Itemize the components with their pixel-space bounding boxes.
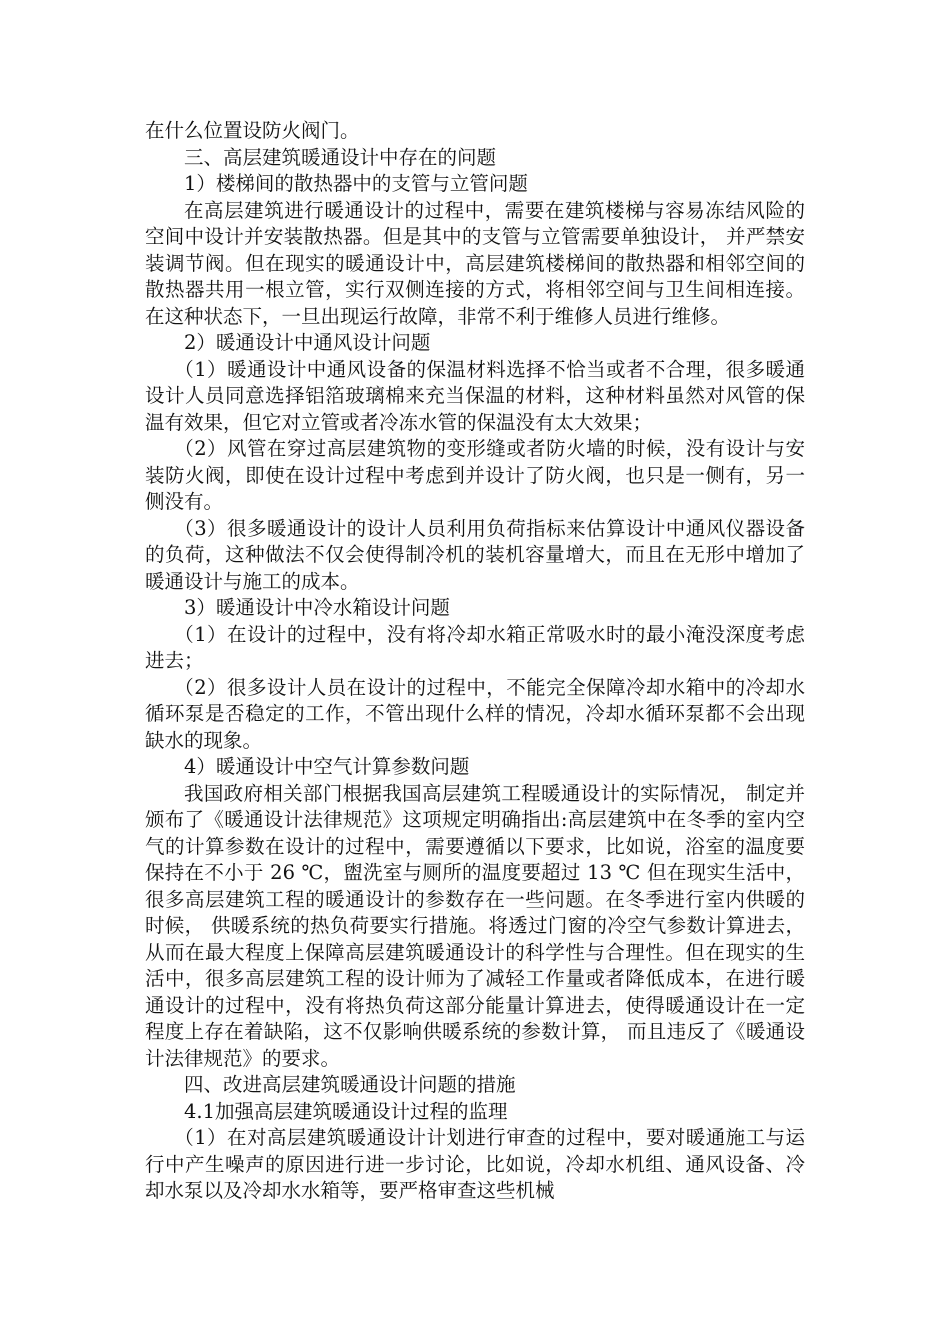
list-item: （1）在对高层建筑暖通设计计划进行审查的过程中，要对暖通施工与运行中产生噪声的原因进行进一步讨论，比如说，冷却水机组、通风设备、冷却水泵以及冷却水水箱等，要严格审查这些机械 bbox=[145, 1126, 805, 1202]
subheading-4: 4）暖通设计中空气计算参数问题 bbox=[184, 755, 470, 778]
section-heading-3: 三、高层建筑暖通设计中存在的问题 bbox=[184, 145, 497, 169]
subheading-3: 3）暖通设计中冷水箱设计问题 bbox=[184, 596, 450, 619]
section-heading-4: 四、改进高层建筑暖通设计问题的措施 bbox=[184, 1073, 516, 1096]
list-item: （3）很多暖通设计的设计人员利用负荷指标来估算设计中通风仪器设备的负荷，这种做法不仅会使得制冷机的装机容量增大，而且在无形中增加了暖通设计与施工的成本。 bbox=[145, 516, 805, 593]
paragraph-continuation: 在什么位置设防火阀门。 bbox=[145, 119, 360, 142]
subheading-1: 1）楼梯间的散热器中的支管与立管问题 bbox=[184, 172, 528, 195]
subheading-4-1: 4.1加强高层建筑暖通设计过程的监理 bbox=[184, 1099, 508, 1123]
list-item: （2）很多设计人员在设计的过程中，不能完全保障冷却水箱中的冷却水循环泵是否稳定的工作，不管出现什么样的情况，冷却水循环泵都不会出现缺水的现象。 bbox=[145, 675, 805, 752]
paragraph: 在高层建筑进行暖通设计的过程中，需要在建筑楼梯与容易冻结风险的空间中设计并安装散热器。但是其中的支管与立管需要单独设计， 并严禁安装调节阀。但在现实的暖通设计中，高层建筑楼梯间的散热器和相邻空间的散热器共用一根立管，实行双侧连接的方式，将相邻空间与卫生间相连接。在这种状态下，一旦出现运行故障，非常不利于维修人员进行维修。 bbox=[145, 198, 805, 328]
list-item: （1）在设计的过程中，没有将冷却水箱正常吸水时的最小淹没深度考虑进去； bbox=[145, 622, 805, 672]
paragraph: 我国政府相关部门根据我国高层建筑工程暖通设计的实际情况， 制定并颁布了《暖通设计法律规范》这项规定明确指出:高层建筑中在冬季的室内空气的计算参数在设计的过程中，需要遵循以下要求，比如说，浴室的温度要保持在不小于 26 ℃，盥洗室与厕所的温度要超过 13 ℃ 但在现实生活中，很多高层建筑工程的暖通设计的参数存在一些问题。在冬季进行室内供暖的时候， 供暖系统的热负荷要实行措施。将透过门窗的冷空气参数计算进去， 从而在最大程度上保障高层建筑暖通设计的科学性与合理性。但在现实的生活中，很多高层建筑工程的设计师为了减轻工作量或者降低成本，在进行暖通设计的过程中，没有将热负荷这部分能量计算进去，使得暖通设计在一定程度上存在着缺陷，这不仅影响供暖系统的参数计算， 而且违反了《暖通设计法律规范》的要求。 bbox=[145, 781, 805, 1070]
subheading-2: 2）暖通设计中通风设计问题 bbox=[184, 331, 431, 354]
list-item: （2）风管在穿过高层建筑物的变形缝或者防火墙的时候，没有设计与安装防火阀，即使在设计过程中考虑到并设计了防火阀，也只是一侧有，另一侧没有。 bbox=[145, 437, 805, 513]
list-item: （1）暖通设计中通风设备的保温材料选择不恰当或者不合理，很多暖通设计人员同意选择铝箔玻璃棉来充当保温的材料，这种材料虽然对风管的保温有效果，但它对立管或者冷冻水管的保温没有太大效果； bbox=[145, 357, 805, 434]
document-body bbox=[145, 118, 805, 1205]
